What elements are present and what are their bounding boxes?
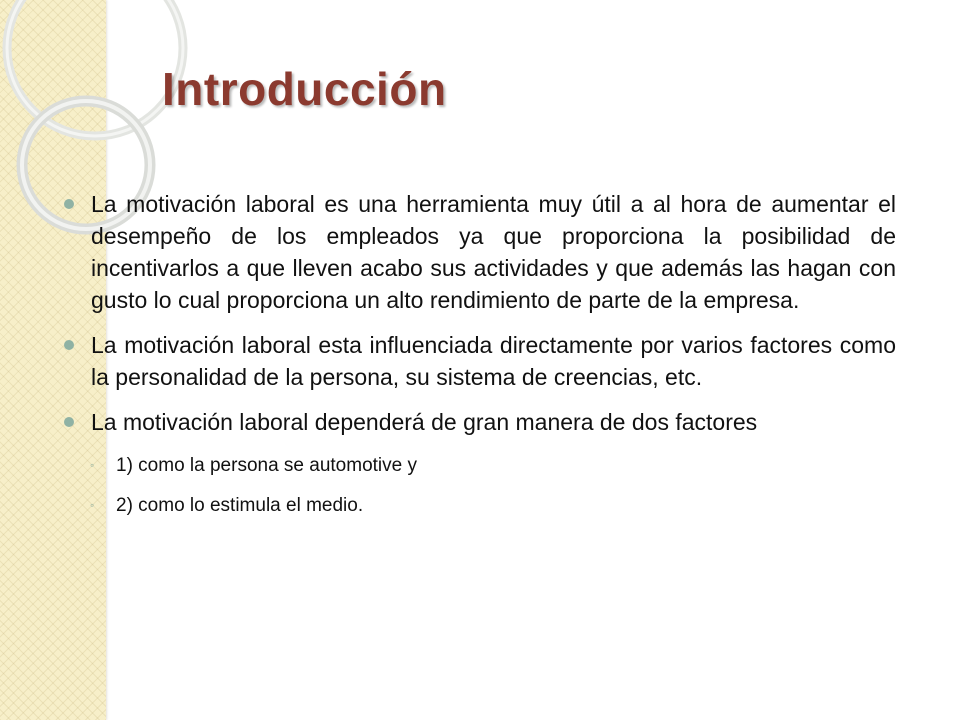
bullet-text: La motivación laboral dependerá de gran manera de dos factores [91, 409, 758, 435]
bullet-dot-icon [64, 417, 74, 427]
sub-bullet-text: 2) como lo estimula el medio. [116, 495, 364, 516]
slide-content [60, 188, 896, 531]
bullet-text: La motivación laboral es una herramienta muy útil a al hora de aumentar el desempeño de los empleados ya que proporciona la posibilidad de incentivarlos a que lleven acabo sus actividades y que además las hagan con gusto lo cual proporciona un alto rendimiento de parte de la empresa. [91, 191, 896, 313]
bullet-dot-icon [64, 199, 74, 209]
sub-bullet-ring-icon: ◦ [90, 458, 95, 472]
sub-bullet-text: 1) como la persona se automotive y [116, 455, 417, 476]
bullet-text: La motivación laboral esta influenciada directamente por varios factores como la personalidad de la persona, su sistema de creencias, etc. [91, 332, 896, 390]
sub-bullet-ring-icon: ◦ [90, 498, 95, 512]
bullet-item [60, 406, 896, 438]
bullet-item [60, 188, 896, 316]
bullet-item [60, 329, 896, 393]
sub-bullet-item [60, 491, 896, 521]
sub-bullet-item [60, 451, 896, 481]
slide-title: Introducción [162, 63, 447, 115]
bullet-dot-icon [64, 340, 74, 350]
